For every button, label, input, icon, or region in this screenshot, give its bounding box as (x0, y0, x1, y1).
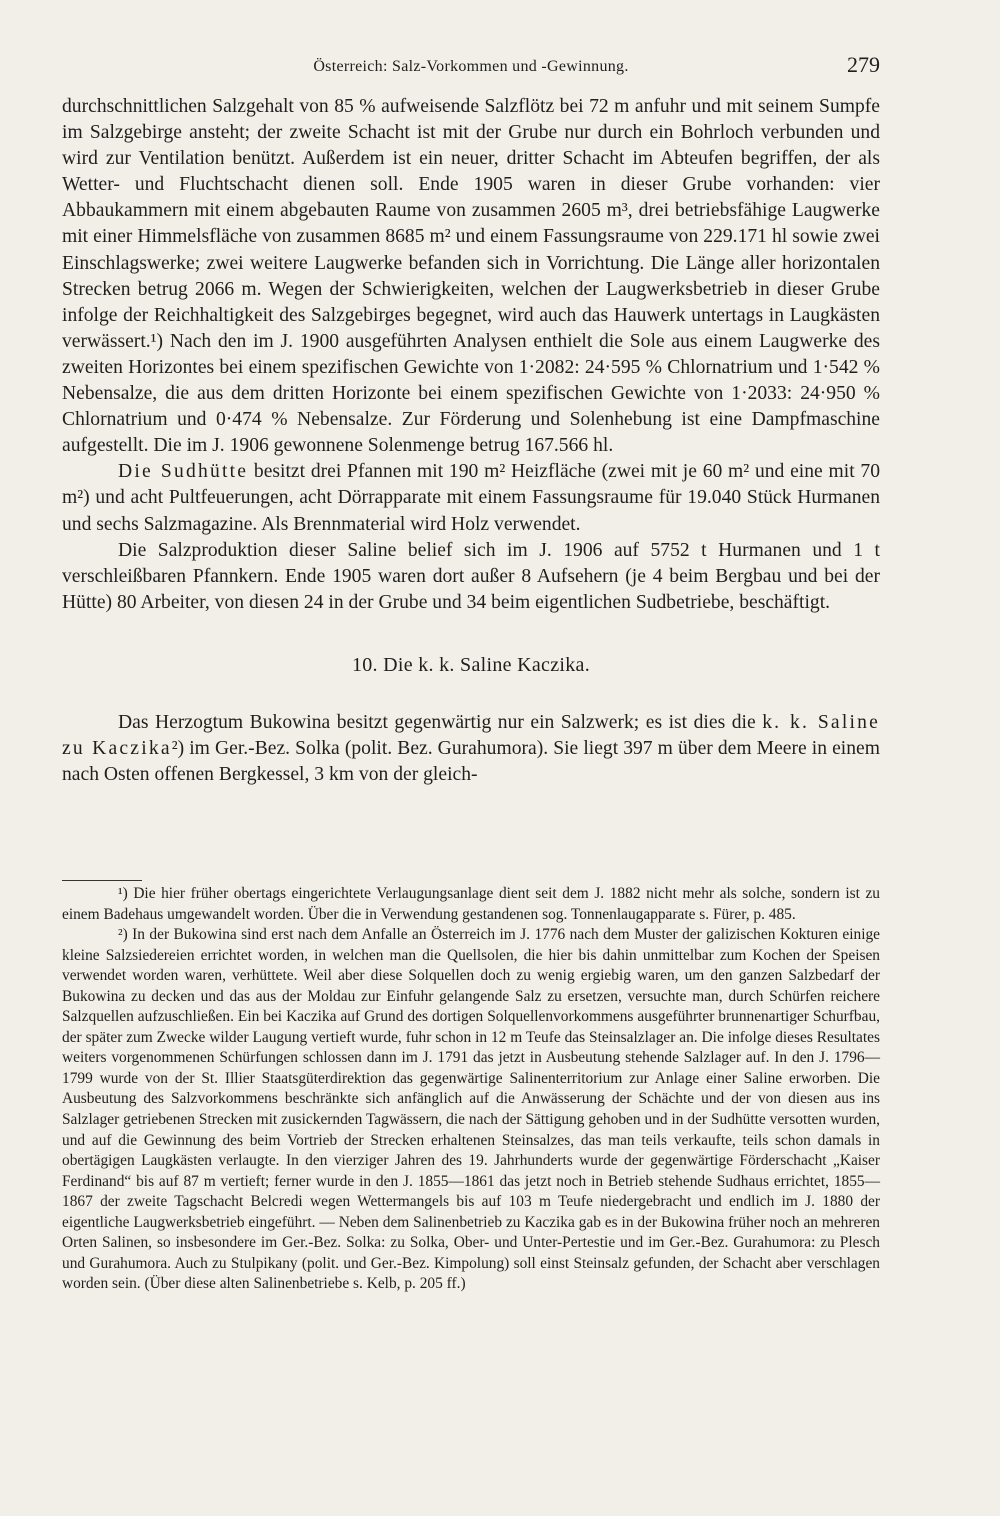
footnote: ²) In der Bukowina sind erst nach dem Anfalle an Österreich im J. 1776 nach dem Muster der galizischen Kokturen einige kleine Salzsiedereien errichtet worden, in welchen man die Quellsolen, die hier bis dahin unmittelbar zum Kochen der Speisen verwendet worden waren, verhüttete. Weil aber diese Solquellen doch zu wenig ergiebig waren, um den ganzen Salzbedarf der Bukowina zu decken und das aus der Moldau zur Einfuhr gelangende Salz zu ersetzen, versuchte man, durch Schürfen reichere Salzquellen aufzuschließen. Ein bei Kaczika auf Grund des dortigen Solquellenvorkommens ausgeführter brunnenartiger Schurfbau, der später zum Zwecke wilder Laugung vertieft wurde, fuhr schon in 12 m Teufe das Steinsalzlager an. Die infolge dieses Resultates weiters vorgenommenen Schürfungen schlossen dann im J. 1791 das jetzt in Ausbeutung stehende Salzlager auf. In den J. 1796—1799 wurde von der St. Illier Staatsgüterdirektion das gegenwärtige Salinenterritorium zur Anlage einer Saline erworben. Die Ausbeutung des Salzvorkommens beschränkte sich anfänglich auf die Anwässerung der Schächte und der von diesen aus ins Salzlager getriebenen Strecken mit zusickernden Tagwässern, die nach der Sättigung gehoben und in der Sudhütte versotten wurden, und auf die Gewinnung des beim Vortrieb der Strecken erhaltenen Steinsalzes, das man teils verkaufte, teils schon damals in obertägigen Laugkästen verlaugte. In den vierziger Jahren des 19. Jahrhunderts wurde der gegenwärtige Förderschacht „Kaiser Ferdinand“ bis auf 87 m vertieft; ferner wurde in den J. 1855—1861 das jetzt noch in Betrieb stehende Sudhaus errichtet, 1855—1867 der zweite Tagschacht Belcredi wegen Wettermangels bis auf 103 m Teufe niedergebracht und endlich im J. 1880 der eigentliche Laugwerksbetrieb eingeführt. — Neben dem Salinenbetrieb zu Kaczika gab es in der Bukowina früher noch an mehreren Orten Salinen, so insbesondere im Ger.-Bez. Solka: zu Solka, Ober- und Unter-Pertestie und im Ger.-Bez. Gurahumora: zu Plesch und Gurahumora. Auch zu Stulpikany (polit. und Ger.-Bez. Kimpolung) soll einst Steinsalz gefunden, der Schacht aber verschlagen worden sein. (Über diese alten Salinenbetriebe s. Kelb, p. 205 ff.) (62, 926, 880, 1293)
spaced-term: k. k. Saline zu Kaczika (62, 711, 881, 760)
body-paragraph: Die Salzproduktion dieser Saline belief sich im J. 1906 auf 5752 t Hurmanen und 1 t verschleißbaren Pfannkern. Ende 1905 waren dort außer 8 Aufsehern (je 4 beim Bergbau und bei der Hütte) 80 Arbeiter, von diesen 24 in der Grube und 34 beim eigentlichen Sudbetriebe, beschäftigt. (62, 539, 880, 613)
body-text (62, 94, 880, 788)
running-title: Österreich: Salz-Vorkommen und -Gewinnung. (313, 58, 629, 75)
paragraph-text: besitzt drei Pfannen mit 190 m² Heizfläche (zwei mit je 60 m² und eine mit 70 m²) und acht Pultfeuerungen, acht Dörrapparate mit einem Fassungsraume für 19.040 Stück Hurmanen und sechs Salzmagazine. Als Brennmaterial wird Holz verwendet. (62, 461, 880, 535)
running-head (62, 52, 880, 86)
spaced-term: Die Sudhütte (118, 461, 249, 483)
paragraph-text: Das Herzogtum Bukowina besitzt gegenwärtig nur ein Salzwerk; es ist dies die (118, 711, 763, 733)
body-paragraph: durchschnittlichen Salzgehalt von 85 % aufweisende Salzflötz bei 72 m anfuhr und mit seinem Sumpfe im Salzgebirge ansteht; der zweite Schacht ist mit der Grube nur durch ein Bohrloch verbunden und wird zur Ventilation benützt. Außerdem ist ein neuer, dritter Schacht im Abteufen begriffen, der als Wetter- und Fluchtschacht dienen soll. Ende 1905 waren in dieser Grube vorhanden: vier Abbaukammern mit einem abgebauten Raume von zusammen 2605 m³, drei betriebsfähige Laugwerke mit einer Himmelsfläche von zusammen 8685 m² und einem Fassungsraume von 229.171 hl sowie zwei Einschlagswerke; zwei weitere Laugwerke befanden sich in Vorrichtung. Die Länge aller horizontalen Strecken betrug 2066 m. Wegen der Schwierigkeiten, welchen der Laugwerksbetrieb in dieser Grube infolge der Reichhaltigkeit des Salzgebirges begegnet, wird auch das Hauwerk untertags in Laugkästen verwässert.¹) Nach den im J. 1900 ausgeführten Analysen enthielt die Sole aus einem Laugwerke des zweiten Horizontes bei einem spezifischen Gewichte von 1·2082: 24·595 % Chlornatrium und 1·542 % Nebensalze, die aus dem dritten Horizonte bei einem spezifischen Gewichte von 1·2033: 24·950 % Chlornatrium und 0·474 % Nebensalze. Zur Förderung und Solenhebung ist eine Dampfmaschine aufgestellt. Die im J. 1906 gewonnene Solenmenge betrug 167.566 hl. (62, 96, 880, 457)
body-paragraph (62, 710, 880, 788)
section-heading: 10. Die k. k. Saline Kaczika. (351, 653, 591, 676)
footnote-divider (62, 880, 142, 881)
body-paragraph (62, 459, 880, 537)
paragraph-text: ²) im Ger.-Bez. Solka (polit. Bez. Gurahumora). Sie liegt 397 m über dem Meere in einem nach Osten offenen Bergkessel, 3 km von der gleich- (62, 738, 880, 786)
footnotes (62, 884, 880, 1295)
page-number: 279 (847, 52, 880, 77)
footnote: ¹) Die hier früher obertags eingerichtete Verlaugungsanlage dient seit dem J. 1882 nicht mehr als solche, sondern ist zu einem Badehaus umgewandelt worden. Über die in Verwendung gestandenen sog. Tonnenlaugapparate s. Fürer, p. 485. (62, 885, 880, 923)
